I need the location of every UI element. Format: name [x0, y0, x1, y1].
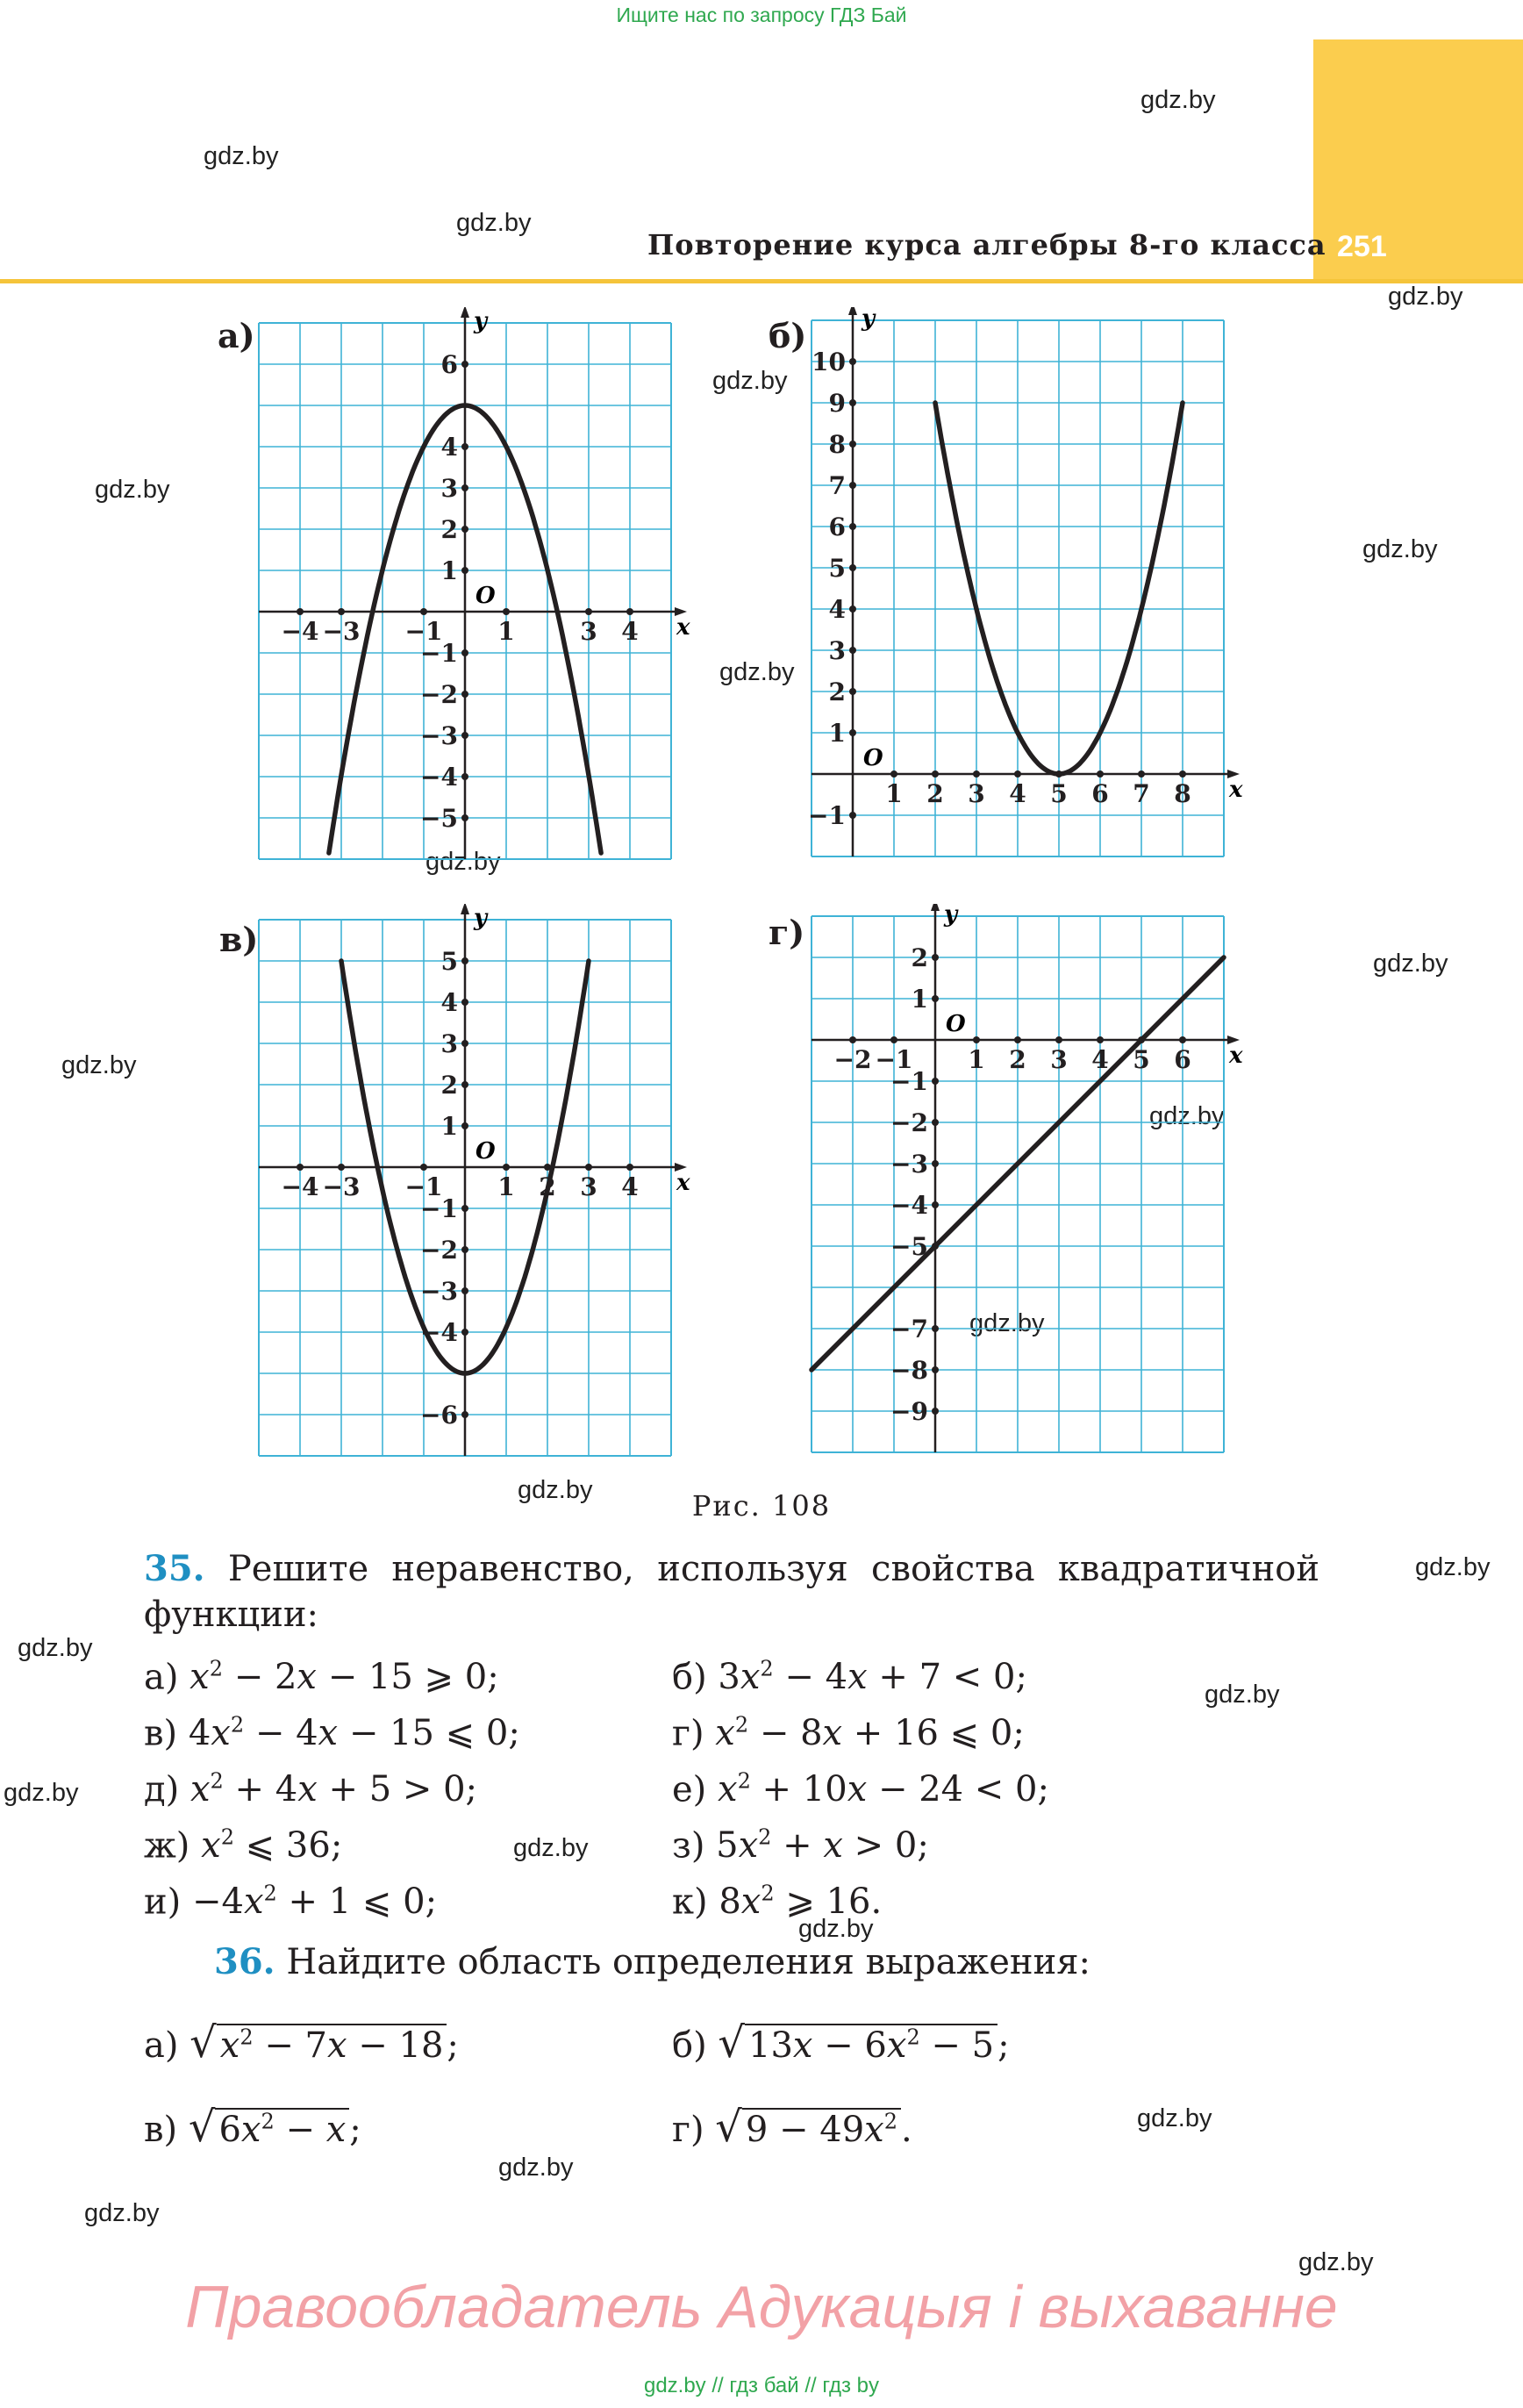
graph-label-b: б) — [769, 316, 807, 355]
y-tick-label: 9 — [828, 389, 846, 418]
y-tick-label: −1 — [890, 1067, 928, 1096]
watermark: gdz.by — [1205, 1681, 1280, 1709]
watermark: gdz.by — [712, 367, 788, 395]
rights-holder: Правообладатель Адукацыя і выхаванне — [185, 2274, 1338, 2340]
y-tick-label: −3 — [420, 721, 458, 750]
y-tick-dot — [461, 649, 468, 656]
item-punctuation: ; — [349, 2110, 361, 2150]
item-label: е) — [672, 1769, 718, 1810]
radicand: $6x^2 - x$ — [215, 2108, 349, 2150]
x-tick-dot — [890, 1036, 897, 1043]
x-tick-dot — [503, 1164, 510, 1171]
y-tick-label: 6 — [440, 350, 458, 379]
y-tick-dot — [461, 1040, 468, 1047]
x-tick-label: 8 — [1174, 779, 1191, 808]
domain-item — [144, 2018, 459, 2068]
watermark: gdz.by — [513, 1834, 589, 1862]
y-tick-label: 3 — [440, 474, 458, 503]
y-tick-dot — [932, 1201, 939, 1208]
x-tick-dot — [585, 1164, 592, 1171]
x-tick-label: −2 — [833, 1045, 872, 1074]
y-tick-dot — [932, 1325, 939, 1332]
radical-sign: √ — [715, 2103, 742, 2152]
y-tick-label: 4 — [440, 988, 458, 1017]
y-tick-dot — [461, 814, 468, 821]
radicand: $x^2 - 7x - 18$ — [217, 2024, 447, 2066]
inequality-expression: $x^2 + 10x - 24 < 0$; — [718, 1769, 1049, 1810]
y-tick-label: 2 — [440, 1071, 458, 1100]
x-tick-label: 6 — [1174, 1045, 1191, 1074]
y-tick-dot — [932, 995, 939, 1002]
y-tick-label: 6 — [828, 512, 846, 541]
watermark: gdz.by — [1388, 283, 1463, 311]
watermark: gdz.by — [18, 1634, 93, 1662]
x-axis-label: x — [1229, 1043, 1243, 1069]
inequality-expression: $8x^2$ ⩾ 16. — [719, 1881, 883, 1923]
task-36-number: 36. — [214, 1941, 275, 1982]
y-tick-label: 1 — [440, 1112, 458, 1141]
item-label: б) — [672, 1657, 719, 1698]
x-tick-label: 4 — [621, 1172, 639, 1201]
y-tick-label: 1 — [911, 985, 928, 1014]
y-tick-dot — [932, 954, 939, 961]
inequality-expression: $x^2 - 2x - 15$ ⩾ 0; — [189, 1657, 499, 1698]
x-tick-dot — [1179, 770, 1186, 778]
x-tick-label: −1 — [404, 1172, 443, 1201]
inequality-item — [672, 1769, 1049, 1810]
domain-item — [672, 2103, 912, 2152]
item-label: г) — [672, 2110, 704, 2150]
watermark: gdz.by — [719, 658, 795, 686]
item-label: а) — [144, 2025, 179, 2066]
y-tick-label: 2 — [911, 943, 928, 972]
y-tick-dot — [932, 1366, 939, 1373]
x-tick-label: −4 — [281, 617, 319, 646]
top-note: Ищите нас по запросу ГДЗ Бай — [616, 4, 907, 26]
graph-a — [219, 307, 711, 878]
graph-label-a: а) — [218, 316, 255, 355]
x-tick-dot — [420, 1164, 427, 1171]
y-axis-label: y — [474, 308, 488, 334]
y-tick-label: −9 — [890, 1397, 928, 1426]
x-tick-label: 5 — [1050, 779, 1068, 808]
item-label: и) — [144, 1881, 192, 1923]
y-tick-label: 4 — [828, 595, 846, 624]
watermark: gdz.by — [1140, 86, 1216, 114]
y-tick-dot — [849, 729, 856, 736]
y-tick-label: −5 — [890, 1232, 928, 1261]
x-tick-dot — [626, 1164, 633, 1171]
y-tick-label: −2 — [890, 1108, 928, 1137]
x-tick-dot — [585, 608, 592, 615]
y-tick-dot — [461, 484, 468, 491]
y-tick-dot — [849, 441, 856, 448]
inequality-item — [144, 1881, 437, 1922]
y-tick-dot — [932, 1408, 939, 1415]
inequality-item — [672, 1657, 1027, 1697]
y-tick-dot — [461, 567, 468, 574]
y-tick-dot — [849, 523, 856, 530]
y-tick-label: −1 — [420, 639, 458, 668]
y-tick-dot — [932, 1160, 939, 1167]
y-tick-dot — [849, 606, 856, 613]
y-tick-label: −3 — [890, 1150, 928, 1179]
inequality-expression: $x^2 - 8x + 16$ ⩽ 0; — [715, 1713, 1025, 1754]
y-tick-dot — [461, 732, 468, 739]
x-tick-dot — [297, 1164, 304, 1171]
x-axis-label: x — [676, 614, 690, 641]
x-tick-label: 4 — [621, 617, 639, 646]
y-tick-label: 3 — [828, 636, 846, 665]
x-tick-label: 3 — [580, 617, 597, 646]
inequality-expression: $x^2$ ⩽ 36; — [201, 1825, 343, 1867]
origin-label: O — [946, 1011, 966, 1037]
x-tick-dot — [932, 770, 939, 778]
watermark: gdz.by — [518, 1476, 593, 1504]
x-tick-label: −1 — [875, 1045, 913, 1074]
y-tick-label: 7 — [828, 471, 846, 500]
page-number: 251 — [1337, 230, 1387, 263]
x-tick-label: 3 — [580, 1172, 597, 1201]
x-tick-dot — [338, 608, 345, 615]
item-label: в) — [144, 1713, 189, 1754]
y-tick-label: −5 — [420, 804, 458, 833]
inequality-item — [144, 1769, 477, 1810]
radical-sign: √ — [189, 2018, 217, 2068]
y-tick-label: −2 — [420, 680, 458, 709]
domain-item — [144, 2103, 361, 2152]
x-tick-label: −3 — [322, 617, 361, 646]
x-tick-label: −3 — [322, 1172, 361, 1201]
x-tick-label: 2 — [926, 779, 944, 808]
watermark: gdz.by — [4, 1779, 79, 1807]
task-36-text: Найдите область определения выражения: — [286, 1942, 1090, 1982]
watermark: gdz.by — [798, 1915, 874, 1943]
y-tick-dot — [461, 1122, 468, 1129]
item-label: б) — [672, 2025, 707, 2066]
watermark: gdz.by — [1415, 1553, 1491, 1581]
inequality-expression: $4x^2 - 4x - 15$ ⩽ 0; — [188, 1713, 520, 1754]
x-tick-label: 5 — [1133, 1045, 1150, 1074]
y-tick-dot — [461, 1205, 468, 1212]
watermark: gdz.by — [1373, 950, 1448, 978]
y-tick-label: 3 — [440, 1029, 458, 1058]
x-tick-label: −1 — [404, 617, 443, 646]
domain-item — [672, 2018, 1010, 2068]
inequality-item — [672, 1713, 1025, 1753]
watermark: gdz.by — [1298, 2248, 1374, 2276]
inequality-item — [144, 1825, 342, 1866]
item-label: г) — [672, 1713, 716, 1754]
y-tick-label: 8 — [828, 430, 846, 459]
x-tick-dot — [890, 770, 897, 778]
watermark: gdz.by — [95, 476, 170, 504]
x-axis-label: x — [1229, 777, 1243, 803]
y-tick-label: 5 — [440, 947, 458, 976]
x-tick-label: 1 — [885, 779, 903, 808]
y-tick-label: −1 — [808, 801, 846, 830]
graph-v — [219, 904, 711, 1474]
y-tick-label: −8 — [890, 1356, 928, 1385]
graph-label-v: в) — [219, 920, 259, 959]
x-tick-dot — [849, 1036, 856, 1043]
y-tick-dot — [461, 443, 468, 450]
x-tick-dot — [1014, 770, 1021, 778]
y-tick-dot — [849, 647, 856, 654]
x-tick-label: 7 — [1133, 779, 1150, 808]
x-tick-dot — [338, 1164, 345, 1171]
y-tick-label: 1 — [440, 556, 458, 585]
x-tick-dot — [1138, 770, 1145, 778]
y-tick-label: 10 — [812, 348, 846, 376]
y-tick-label: −7 — [890, 1315, 928, 1344]
y-tick-dot — [849, 399, 856, 406]
x-tick-label: 2 — [1009, 1045, 1026, 1074]
y-axis-label: y — [474, 905, 488, 931]
y-tick-dot — [461, 361, 468, 368]
y-tick-dot — [849, 688, 856, 695]
x-tick-label: 4 — [1009, 779, 1026, 808]
y-tick-label: −4 — [890, 1191, 928, 1220]
graph-label-g: г) — [769, 913, 805, 952]
origin-label: O — [863, 745, 883, 771]
x-tick-label: 6 — [1091, 779, 1109, 808]
x-tick-label: 1 — [968, 1045, 985, 1074]
radicand: $13x - 6x^2 - 5$ — [745, 2024, 997, 2066]
y-tick-dot — [849, 812, 856, 819]
y-axis-label: y — [944, 904, 958, 928]
task-36-statement — [214, 1939, 1090, 1985]
x-tick-dot — [1014, 1036, 1021, 1043]
x-tick-dot — [1179, 1036, 1186, 1043]
y-tick-dot — [461, 1081, 468, 1088]
x-tick-label: 1 — [497, 617, 515, 646]
inequality-item — [144, 1657, 499, 1697]
y-tick-dot — [849, 564, 856, 571]
running-head: Повторение курса алгебры 8-го класса — [647, 228, 1326, 262]
x-tick-dot — [973, 1036, 980, 1043]
inequality-expression: $5x^2 + x > 0$; — [716, 1825, 929, 1867]
y-tick-dot — [461, 957, 468, 964]
x-tick-dot — [626, 608, 633, 615]
watermark: gdz.by — [498, 2154, 574, 2182]
item-label: в) — [144, 2110, 178, 2150]
figure-caption: Рис. 108 — [691, 1489, 832, 1523]
graph-g — [772, 904, 1263, 1474]
y-tick-label: −6 — [420, 1401, 458, 1430]
y-tick-label: −3 — [420, 1277, 458, 1306]
y-axis-label: y — [862, 307, 876, 332]
inequality-expression: $x^2 + 4x + 5 > 0$; — [189, 1769, 478, 1810]
task-35-text: Решите неравенство, используя свойства квадратичной функции: — [144, 1549, 1319, 1635]
y-tick-dot — [461, 1411, 468, 1418]
footer-links: gdz.by // гдз бай // гдз by — [643, 2374, 880, 2397]
y-axis-arrow — [461, 307, 469, 318]
watermark: gdz.by — [204, 142, 279, 170]
y-tick-dot — [849, 482, 856, 489]
watermark: gdz.by — [1137, 2104, 1212, 2132]
origin-label: O — [475, 1138, 496, 1165]
x-axis-label: x — [676, 1170, 690, 1196]
y-tick-dot — [461, 691, 468, 698]
y-axis-arrow — [931, 904, 940, 911]
item-label: д) — [144, 1769, 190, 1810]
item-label: з) — [672, 1825, 717, 1867]
x-tick-label: 1 — [497, 1172, 515, 1201]
y-tick-dot — [461, 526, 468, 533]
watermark: gdz.by — [1362, 535, 1438, 563]
y-tick-dot — [932, 1078, 939, 1085]
y-axis-arrow — [461, 904, 469, 914]
inequality-expression: $3x^2 - 4x + 7 < 0$; — [718, 1657, 1027, 1698]
x-tick-label: 2 — [539, 1172, 556, 1201]
watermark: gdz.by — [61, 1051, 137, 1079]
origin-label: O — [475, 583, 496, 609]
x-tick-label: 3 — [1050, 1045, 1068, 1074]
y-tick-dot — [461, 773, 468, 780]
watermark: gdz.by — [456, 209, 532, 237]
item-punctuation: ; — [997, 2025, 1010, 2066]
y-tick-dot — [932, 1119, 939, 1126]
x-tick-dot — [1097, 1036, 1104, 1043]
radical-sign: √ — [718, 2018, 745, 2068]
x-tick-label: 4 — [1091, 1045, 1109, 1074]
y-tick-label: −2 — [420, 1236, 458, 1265]
y-tick-label: −4 — [420, 763, 458, 792]
y-tick-dot — [461, 999, 468, 1006]
item-label: а) — [144, 1657, 190, 1698]
item-label: к) — [672, 1881, 719, 1923]
inequality-item — [144, 1713, 520, 1753]
task-35-number: 35. — [144, 1548, 205, 1589]
x-tick-label: −4 — [281, 1172, 319, 1201]
x-tick-label: 3 — [968, 779, 985, 808]
graph-b — [772, 307, 1263, 878]
task-35-statement — [144, 1546, 1319, 1638]
x-tick-dot — [420, 608, 427, 615]
watermark: gdz.by — [425, 848, 501, 876]
header-rule — [0, 279, 1523, 283]
y-tick-dot — [849, 358, 856, 365]
y-tick-label: 1 — [828, 719, 846, 748]
x-tick-dot — [1055, 1036, 1062, 1043]
watermark: gdz.by — [84, 2199, 160, 2227]
y-tick-label: −4 — [420, 1318, 458, 1347]
watermark: gdz.by — [969, 1309, 1045, 1337]
x-tick-dot — [503, 608, 510, 615]
item-punctuation: ; — [447, 2025, 459, 2066]
radical-sign: √ — [188, 2103, 216, 2152]
y-tick-label: 4 — [440, 433, 458, 462]
radicand: $9 - 49x^2$ — [742, 2108, 901, 2150]
x-tick-dot — [1097, 770, 1104, 778]
y-tick-dot — [461, 1329, 468, 1336]
y-axis-arrow — [848, 307, 857, 315]
y-tick-dot — [461, 1246, 468, 1253]
y-tick-label: 2 — [828, 677, 846, 706]
y-tick-label: −1 — [420, 1194, 458, 1223]
inequality-expression: $-4x^2 + 1$ ⩽ 0; — [191, 1881, 438, 1923]
inequality-item — [672, 1825, 929, 1866]
y-tick-dot — [461, 1287, 468, 1294]
watermark: gdz.by — [1149, 1102, 1225, 1130]
item-label: ж) — [144, 1825, 202, 1867]
item-punctuation: . — [901, 2110, 912, 2150]
y-tick-label: 5 — [828, 554, 846, 583]
inequality-item — [672, 1881, 882, 1922]
y-tick-label: 2 — [440, 515, 458, 544]
x-tick-dot — [297, 608, 304, 615]
x-tick-dot — [973, 770, 980, 778]
